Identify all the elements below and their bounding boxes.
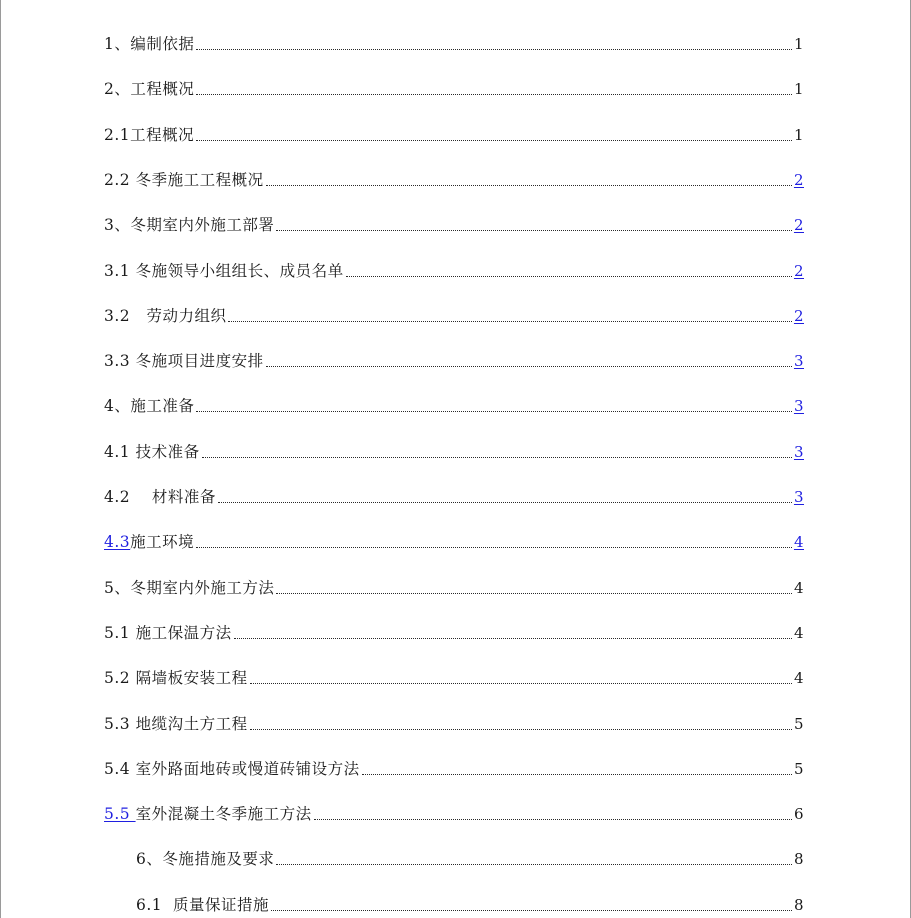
- toc-entry-title: 施工准备: [130, 397, 195, 416]
- toc-entry-page-number[interactable]: 2: [793, 306, 804, 325]
- toc-entry-title: 冬施措施及要求: [162, 850, 275, 869]
- toc-entry[interactable]: [104, 572, 804, 598]
- toc-entry-title: 质量保证措施: [173, 895, 270, 914]
- toc-entry[interactable]: [104, 255, 804, 281]
- toc-entry-page-number[interactable]: 3: [793, 397, 804, 416]
- dot-leader: [266, 366, 792, 367]
- toc-entry-number: 5.1: [104, 623, 136, 642]
- toc-entry-number: 3.1: [104, 261, 136, 280]
- dot-leader: [196, 411, 792, 412]
- toc-entry-page-number: 4: [793, 623, 804, 642]
- toc-entry-number: 2.1: [104, 125, 131, 144]
- toc-entry[interactable]: [104, 526, 804, 552]
- toc-entry-page-number: 4: [793, 578, 804, 597]
- dot-leader: [276, 864, 792, 865]
- toc-entry[interactable]: [104, 28, 804, 54]
- dot-leader: [346, 276, 792, 277]
- toc-entry-title: 室外路面地砖或慢道砖铺设方法: [135, 759, 360, 778]
- toc-entry-title: 编制依据: [130, 35, 195, 53]
- toc-entry-number: 4、: [104, 397, 131, 416]
- toc-entry-number: 6、: [136, 850, 163, 869]
- toc-entry[interactable]: [104, 662, 804, 688]
- toc-entry-number: 5.4: [104, 759, 136, 778]
- toc-entry-title: 材料准备: [151, 488, 216, 506]
- toc-entry-page-number: 1: [793, 35, 804, 53]
- toc-entry-number: 1、: [104, 35, 131, 53]
- toc-entry-page-number[interactable]: 2: [793, 261, 804, 280]
- toc-entry-title: 劳动力组织: [146, 306, 227, 325]
- dot-leader: [218, 502, 792, 503]
- toc-entry-title: 室外混凝土冬季施工方法: [135, 805, 312, 824]
- dot-leader: [250, 729, 792, 730]
- toc-entry-number: 5.2: [104, 669, 136, 688]
- toc-entry[interactable]: [104, 164, 804, 190]
- dot-leader: [276, 230, 792, 231]
- toc-entry[interactable]: [104, 390, 804, 416]
- dot-leader: [228, 321, 792, 322]
- toc-entry-page-number: 5: [793, 759, 804, 778]
- toc-entry-number: 3.2: [104, 306, 147, 325]
- toc-entry-page-number[interactable]: 3: [793, 488, 804, 506]
- toc-entry[interactable]: [104, 300, 804, 326]
- toc-entry-title: 工程概况: [130, 125, 195, 144]
- toc-entry[interactable]: [104, 708, 804, 734]
- toc-entry-title: 工程概况: [130, 80, 195, 99]
- toc-entry-title: 冬施项目进度安排: [135, 352, 264, 371]
- toc-entry-page-number[interactable]: 3: [793, 352, 804, 371]
- toc-entry-number: 2、: [104, 80, 131, 99]
- toc-entry-title: 施工保温方法: [135, 623, 232, 642]
- dot-leader: [196, 94, 792, 95]
- dot-leader: [196, 49, 792, 50]
- toc-entry[interactable]: [104, 436, 804, 462]
- toc-entry[interactable]: [104, 798, 804, 824]
- toc-entry[interactable]: [136, 843, 804, 869]
- toc-entry-page-number: 8: [793, 895, 804, 914]
- dot-leader: [271, 910, 792, 911]
- toc-entry-page-number: 8: [793, 850, 804, 869]
- dot-leader: [362, 774, 792, 775]
- toc-entry-number: 4.2: [104, 488, 152, 506]
- toc-entry-number: 3、: [104, 216, 131, 235]
- toc-entry-number: 3.3: [104, 352, 136, 371]
- toc-entry-page-number: 1: [793, 125, 804, 144]
- toc-entry-page-number[interactable]: 3: [793, 442, 804, 461]
- dot-leader: [234, 638, 792, 639]
- toc-entry-number: 6.1: [136, 895, 174, 914]
- toc-entry-number: 4.1: [104, 442, 136, 461]
- toc-entry-number: 2.2: [104, 170, 136, 189]
- toc-entry-number: 5.3: [104, 714, 136, 733]
- toc-entry-page-number[interactable]: 2: [793, 216, 804, 235]
- toc-entry-title: 冬期室内外施工方法: [130, 578, 275, 597]
- toc-entry-page-number[interactable]: 4: [793, 533, 804, 552]
- toc-entry-title: 冬施领导小组组长、成员名单: [135, 261, 344, 280]
- dot-leader: [250, 683, 792, 684]
- dot-leader: [266, 185, 792, 186]
- dot-leader: [196, 547, 792, 548]
- toc-entry[interactable]: [104, 119, 804, 145]
- toc-entry-page-number: 5: [793, 714, 804, 733]
- toc-entry[interactable]: [104, 209, 804, 235]
- toc-entry-number[interactable]: 4.3: [104, 533, 131, 552]
- toc-entry[interactable]: [104, 345, 804, 371]
- toc-entry-title: 地缆沟土方工程: [135, 714, 248, 733]
- toc-entry-page-number: 4: [793, 669, 804, 688]
- toc-entry[interactable]: [104, 617, 804, 643]
- toc-entry-page-number[interactable]: 2: [793, 170, 804, 189]
- toc-entry-number[interactable]: 5.5: [104, 805, 136, 824]
- toc-entry-title: 隔墙板安装工程: [135, 669, 248, 688]
- toc-entry-page-number: 6: [793, 805, 804, 824]
- toc-entry-title: 冬期室内外施工部署: [130, 216, 275, 235]
- dot-leader: [196, 140, 792, 141]
- toc-entry[interactable]: [104, 73, 804, 99]
- toc-entry-number: 5、: [104, 578, 131, 597]
- dot-leader: [202, 457, 792, 458]
- dot-leader: [276, 593, 792, 594]
- toc-entry[interactable]: [136, 889, 804, 915]
- toc-entry-title: 施工环境: [130, 533, 195, 552]
- toc-entry[interactable]: [104, 753, 804, 779]
- toc-entry-title: 冬季施工工程概况: [135, 170, 264, 189]
- toc-entry[interactable]: [104, 481, 804, 507]
- toc-entry-title: 技术准备: [135, 442, 200, 461]
- toc-entry-page-number: 1: [793, 80, 804, 99]
- dot-leader: [314, 819, 792, 820]
